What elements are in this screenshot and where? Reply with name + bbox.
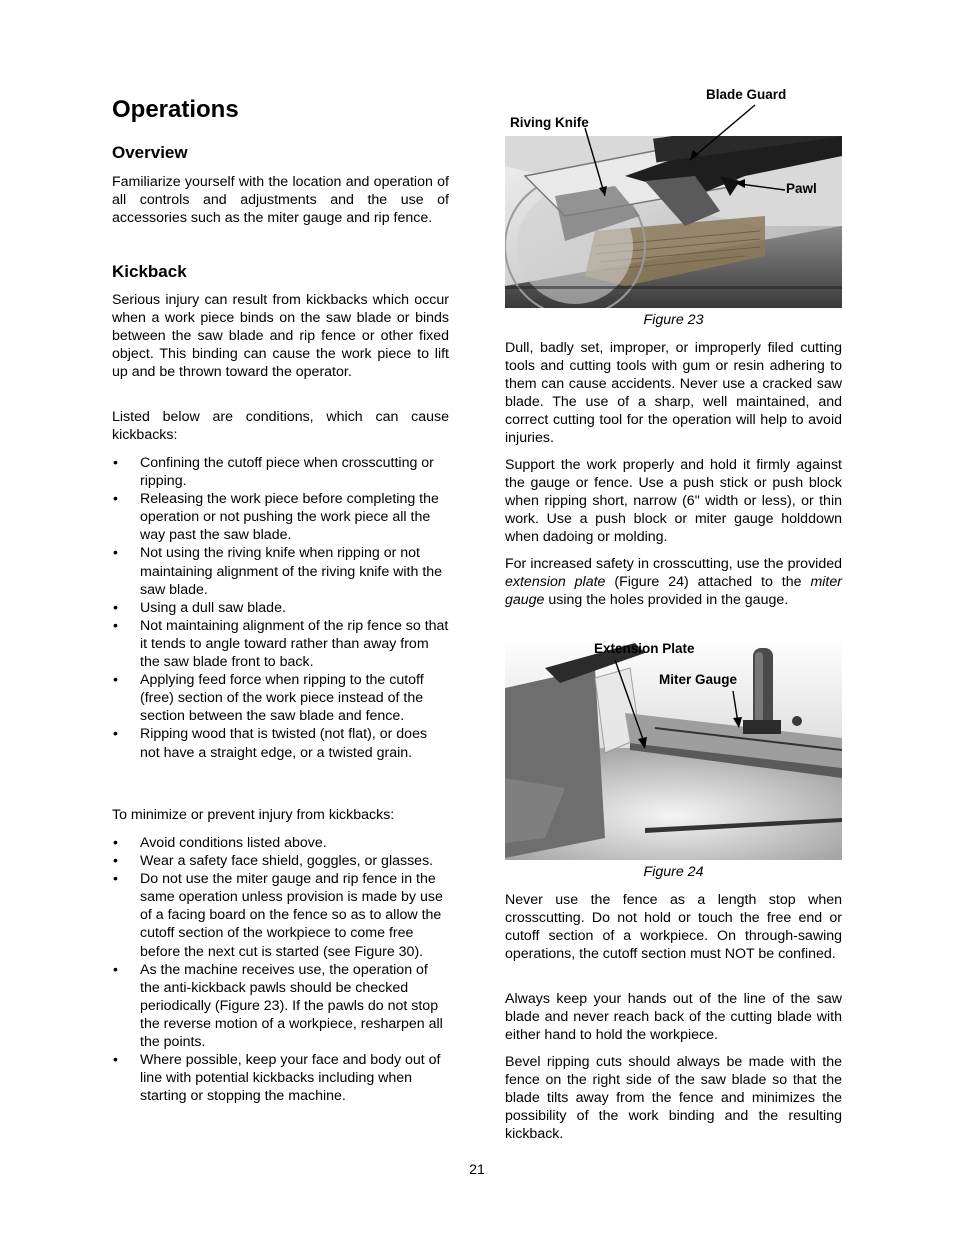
list-item: • Where possible, keep your face and body out of line with potential kickbacks including when starting or stopping the machine. xyxy=(112,1051,449,1105)
kickback-conditions-list xyxy=(112,454,449,762)
kickback-intro: Serious injury can result from kickbacks which occur when a work piece binds on the saw blade or binds between the saw blade and rip fence or other fixed object. This binding can cause the work piece to lift up and be thrown toward the operator. xyxy=(112,292,449,381)
figure-23-caption: Figure 23 xyxy=(643,312,704,328)
figure-24-leader-lines xyxy=(595,655,815,755)
list-item: • Using a dull saw blade. xyxy=(112,599,449,617)
right-paragraph-4: Never use the fence as a length stop when crosscutting. Do not hold or touch the free end or cutoff section of a workpiece. On through-sawing operations, the cutoff section must NOT be confined. xyxy=(505,892,842,963)
right-paragraph-6: Bevel ripping cuts should always be made with the fence on the right side of the saw blade so that the blade tilts away from the fence and minimizes the possibility of the work binding and the resulting kickback. xyxy=(505,1054,842,1143)
list-item: • Releasing the work piece before completing the operation or not pushing the work piece all the way past the saw blade. xyxy=(112,490,449,544)
page-title: Operations xyxy=(112,96,239,123)
list-item: • Avoid conditions listed above. xyxy=(112,834,449,852)
kickback-conditions-intro: Listed below are conditions, which can cause kickbacks: xyxy=(112,409,449,444)
figure-24-caption: Figure 24 xyxy=(643,864,704,880)
right-paragraph-2: Support the work properly and hold it firmly against the gauge or fence. Use a push stick or push block when ripping short, narrow (6" width or less), or thin work. Use a push block or miter gauge holddown when dadoing or molding. xyxy=(505,457,842,546)
extension-plate-label: Extension Plate xyxy=(594,641,695,656)
page-number: 21 xyxy=(469,1162,485,1178)
list-item: • Not using the riving knife when ripping or not maintaining alignment of the riving knife with the saw blade. xyxy=(112,544,449,598)
right-paragraph-5: Always keep your hands out of the line of the saw blade and never reach back of the cutting blade with either hand to hold the workpiece. xyxy=(505,991,842,1044)
prevent-intro: To minimize or prevent injury from kickbacks: xyxy=(112,807,395,823)
miter-gauge-label: Miter Gauge xyxy=(659,672,738,687)
right-paragraph-1: Dull, badly set, improper, or improperly filed cutting tools and cutting tools with gum or resin adhering to them can cause accidents. Never use a cracked saw blade. The use of a sharp, well maintained, and correct cutting tool for the operation will help to avoid injuries. xyxy=(505,340,842,447)
blade-guard-label: Blade Guard xyxy=(706,87,787,102)
list-item: • Wear a safety face shield, goggles, or glasses. xyxy=(112,852,449,870)
list-item: • As the machine receives use, the operation of the anti-kickback pawls should be checked periodically (Figure 23). If the pawls do not stop the reverse motion of a workpiece, resharpen all the points. xyxy=(112,961,449,1051)
list-item: • Confining the cutoff piece when crosscutting or ripping. xyxy=(112,454,449,490)
list-item: • Ripping wood that is twisted (not flat), or does not have a straight edge, or a twisted grain. xyxy=(112,725,449,761)
right-paragraph-3: For increased safety in crosscutting, use the provided extension plate (Figure 24) attached to the miter gauge using the holes provided in the gauge. xyxy=(505,556,842,609)
overview-heading: Overview xyxy=(112,143,188,162)
list-item: • Do not use the miter gauge and rip fence in the same operation unless provision is made by use of a facing board on the fence so as to allow the cutoff section of the workpiece to come free before the next cut is started (see Figure 30). xyxy=(112,870,449,960)
kickback-heading: Kickback xyxy=(112,262,187,281)
pawl-label: Pawl xyxy=(786,181,817,196)
list-item: • Not maintaining alignment of the rip fence so that it tends to angle toward rather than away from the saw blade front to back. xyxy=(112,617,449,671)
overview-text: Familiarize yourself with the location and operation of all controls and adjustments and the use of accessories such as the miter gauge and rip fence. xyxy=(112,174,449,227)
list-item: • Applying feed force when ripping to the cutoff (free) section of the work piece instead of the section between the saw blade and fence. xyxy=(112,671,449,725)
prevent-list xyxy=(112,834,449,1105)
riving-knife-label: Riving Knife xyxy=(510,115,589,130)
